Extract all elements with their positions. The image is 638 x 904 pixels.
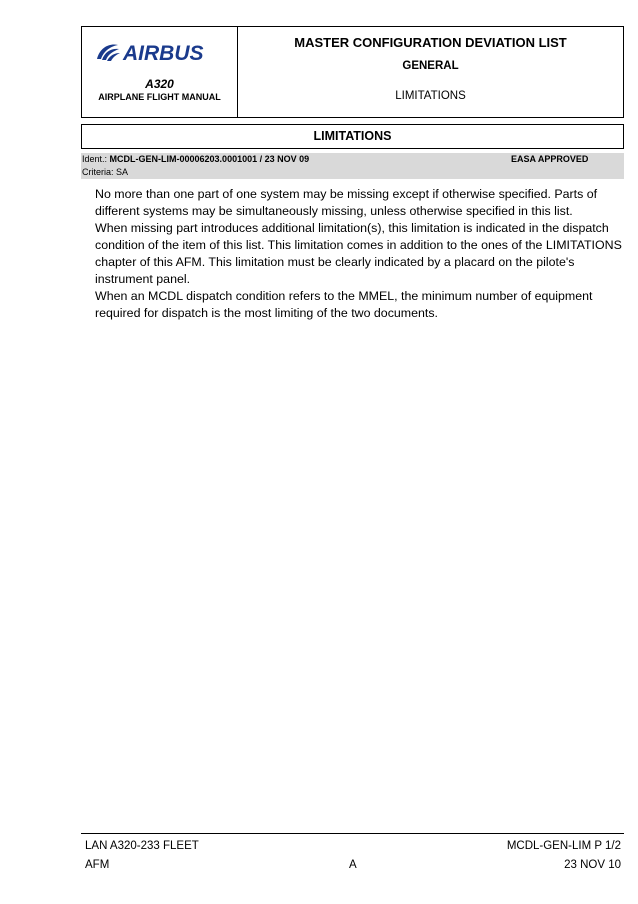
- ident-label: Ident.:: [82, 154, 110, 164]
- aircraft-type: A320: [145, 77, 174, 91]
- body-text: [95, 186, 625, 322]
- page-footer: [81, 833, 624, 871]
- svg-text:AIRBUS: AIRBUS: [123, 42, 204, 65]
- approval-status: EASA APPROVED: [511, 154, 589, 164]
- subsection-title: LIMITATIONS: [395, 90, 466, 102]
- document-header: [81, 26, 624, 118]
- section-title: GENERAL: [402, 60, 459, 72]
- footer-page-ref: MCDL-GEN-LIM P 1/2: [506, 840, 621, 852]
- footer-fleet: LAN A320-233 FLEET: [85, 840, 199, 852]
- airbus-logo-icon: [94, 39, 226, 65]
- header-logo-cell: [82, 27, 238, 117]
- paragraph: When missing part introduces additional limitation(s), this limitation is indicated in the dispatch condition of the item of this list. This limitation comes in addition to the ones of the LIMITATIONS chapter of this AFM. This limitation must be clearly indicated by a placard on the pilote's instrument panel.: [95, 221, 622, 286]
- list-title: MASTER CONFIGURATION DEVIATION LIST: [294, 35, 567, 50]
- paragraph: When an MCDL dispatch condition refers to the MMEL, the minimum number of equipment required for dispatch is the most limiting of the two documents.: [95, 289, 593, 320]
- page-title: LIMITATIONS: [81, 124, 624, 149]
- airbus-logo: [94, 39, 226, 65]
- manual-name: AIRPLANE FLIGHT MANUAL: [98, 92, 221, 102]
- ident-value: MCDL-GEN-LIM-00006203.0001001 / 23 NOV 09: [109, 154, 310, 164]
- paragraph: No more than one part of one system may be missing except if otherwise specified. Parts of different systems may be simultaneously missing, unless otherwise specified in this list.: [95, 187, 598, 218]
- criteria: Criteria: SA: [81, 166, 624, 179]
- header-title-cell: [238, 27, 623, 117]
- footer-date: 23 NOV 10: [564, 859, 621, 871]
- footer-doc: AFM: [85, 859, 110, 871]
- ident: [82, 153, 309, 166]
- ident-bar: [81, 153, 624, 166]
- footer-revision: A: [349, 859, 357, 871]
